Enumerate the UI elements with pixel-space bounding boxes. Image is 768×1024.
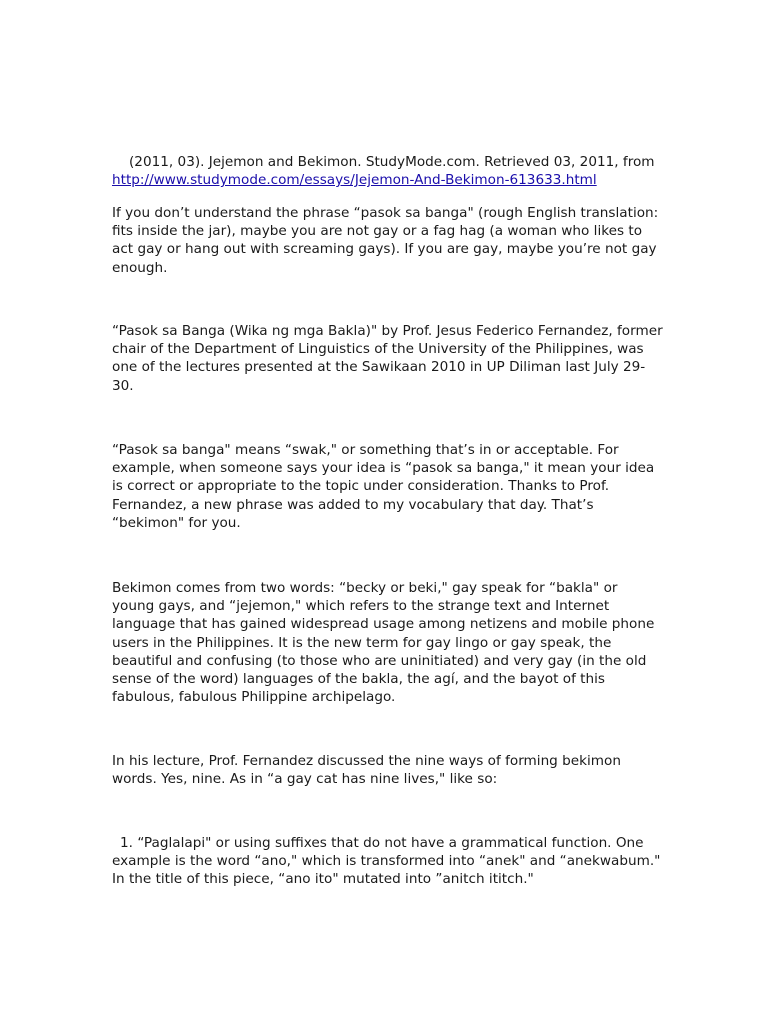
list-item-text: “Paglalapi" or using suffixes that do not have a grammatical function. One example is the word “ano," which is transformed into “anek" and “anekwabum." In the title of this piece, “ano ito" mutated into ”anitch ititch." <box>112 835 661 888</box>
paragraph-meaning: “Pasok sa banga" means “swak," or something that’s in or acceptable. For example, when someone says your idea is “pasok sa banga," it mean your idea is correct or appropriate to the topic under consideration. Thanks to Prof. Fernandez, a new phrase was added to my vocabulary that day. That’s “bekimon" for you. <box>112 442 655 531</box>
list-item <box>112 834 664 889</box>
paragraph-intro: If you don’t understand the phrase “pasok sa banga" (rough English translation: fits inside the jar), maybe you are not gay or a fag hag (a woman who likes to act gay or hang out with screaming gays). If you are gay, maybe you’re not gay enough. <box>112 205 659 276</box>
paragraph-nine-ways: In his lecture, Prof. Fernandez discussed the nine ways of forming bekimon words. Yes, nine. As in “a gay cat has nine lives," like so: <box>112 753 621 788</box>
citation-text: (2011, 03). Jejemon and Bekimon. StudyMode.com. Retrieved 03, 2011, from <box>129 154 655 170</box>
paragraph-bekimon-origin: Bekimon comes from two words: “becky or beki," gay speak for “bakla" or young gays, and “jejemon," which refers to the strange text and Internet language that has gained widespread usage among netizens and mobile phone users in the Philippines. It is the new term for gay lingo or gay speak, the beautiful and confusing (to those who are uninitiated) and very gay (in the old sense of the word) languages of the bakla, the agí, and the bayot of this fabulous, fabulous Philippine archipelago. <box>112 580 655 706</box>
source-link[interactable]: http://www.studymode.com/essays/Jejemon-And-Bekimon-613633.html <box>112 172 597 189</box>
paragraph-lecture: “Pasok sa Banga (Wika ng mga Bakla)" by Prof. Jesus Federico Fernandez, former chair of the Department of Linguistics of the University of the Philippines, was one of the lectures presented at the Sawikaan 2010 in UP Diliman last July 29-30. <box>112 323 663 394</box>
citation <box>112 153 664 189</box>
list-item-number: 1. <box>120 835 133 851</box>
